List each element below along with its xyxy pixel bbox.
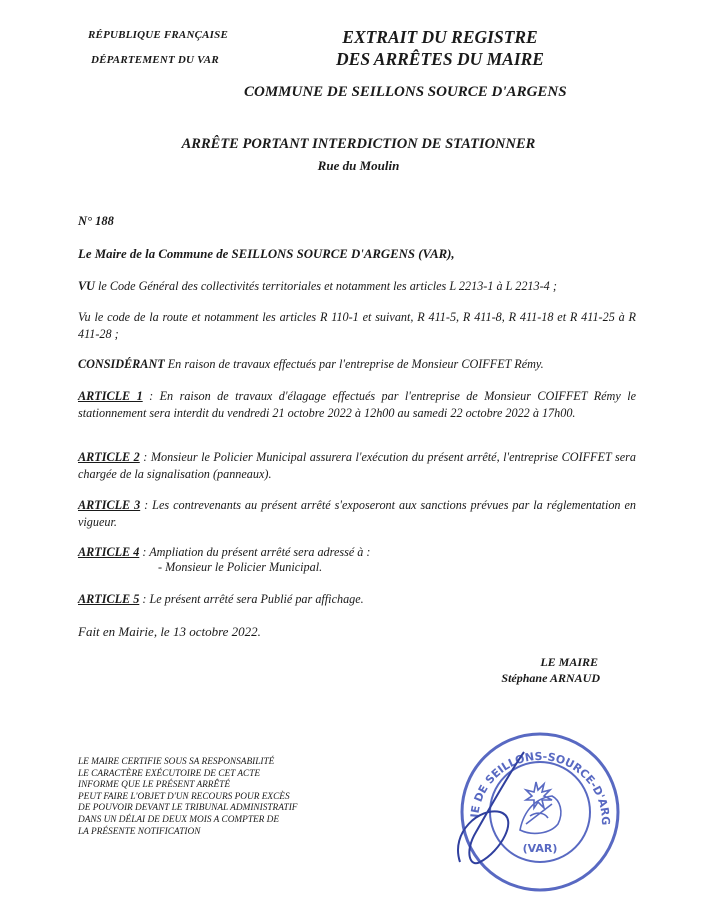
- article-4: [78, 544, 636, 561]
- considerant-paragraph: [78, 356, 636, 373]
- stamp-emblem-icon: [520, 782, 561, 833]
- article-1-label: ARTICLE 1: [78, 389, 143, 403]
- official-stamp: [440, 712, 640, 902]
- article-3-text: : Les contrevenants au présent arrêté s'exposeront aux sanctions prévues par la réglementation en vigueur.: [78, 498, 636, 529]
- street-name: Rue du Moulin: [317, 158, 400, 173]
- certification-line: DANS UN DÉLAI DE DEUX MOIS A COMPTER DE: [78, 814, 280, 825]
- commune-name: COMMUNE DE SEILLONS SOURCE D'ARGENS: [244, 84, 567, 100]
- article-2-label: ARTICLE 2: [78, 450, 140, 464]
- register-title-line2: DES ARRÊTES DU MAIRE: [336, 49, 544, 69]
- article-1: [78, 388, 636, 421]
- article-4-item: - Monsieur le Policier Municipal.: [158, 560, 323, 574]
- certification-line: LE MAIRE CERTIFIE SOUS SA RESPONSABILITÉ: [78, 757, 275, 767]
- certification-line: LE CARACTÈRE EXÉCUTOIRE DE CET ACTE: [78, 768, 261, 779]
- certification-line: LA PRÉSENTE NOTIFICATION: [78, 826, 201, 837]
- arrete-title: ARRÊTE PORTANT INTERDICTION DE STATIONNER: [181, 136, 536, 152]
- article-1-text: : En raison de travaux d'élagage effectués par l'entreprise de Monsieur COIFFET Rémy le stationnement sera interdit du vendredi 21 octobre 2022 à 12h00 au samedi 22 octobre 2022 à 17h00.: [78, 389, 636, 420]
- republic-label: RÉPUBLIQUE FRANÇAISE: [88, 29, 229, 41]
- signature-name: Stéphane ARNAUD: [501, 671, 600, 685]
- arrete-number: N° 188: [78, 214, 114, 228]
- maire-line: Le Maire de la Commune de SEILLONS SOURCE D'ARGENS (VAR),: [78, 247, 455, 261]
- article-3-label: ARTICLE 3: [78, 498, 141, 512]
- certification-block: [78, 757, 328, 838]
- stamp-bottom-text: (VAR): [522, 842, 558, 855]
- article-4-label: ARTICLE 4: [78, 545, 140, 559]
- stamp-seal-icon: [440, 712, 640, 902]
- fait-en-mairie: Fait en Mairie, le 13 octobre 2022.: [78, 624, 261, 639]
- article-4-text: : Ampliation du présent arrêté sera adressé à :: [139, 545, 371, 559]
- considerant-label: CONSIDÉRANT: [78, 357, 165, 371]
- department-label: DÉPARTEMENT DU VAR: [91, 54, 219, 66]
- article-2-text: : Monsieur le Policier Municipal assurera l'exécution du présent arrêté, l'entreprise COIFFET sera chargée de la signalisation (panneaux).: [78, 450, 636, 481]
- vu-label: VU: [78, 279, 95, 293]
- certification-line: INFORME QUE LE PRÉSENT ARRÊTÉ: [78, 780, 231, 791]
- article-3: [78, 497, 636, 530]
- vu-paragraph: [78, 278, 636, 295]
- article-2: [78, 449, 636, 482]
- certification-line: DE POUVOIR DEVANT LE TRIBUNAL ADMINISTRATIF: [78, 803, 298, 814]
- article-5-text: : Le présent arrêté sera Publié par affichage.: [139, 592, 364, 606]
- vu-text: le Code Général des collectivités territoriales et notamment les articles L 2213-1 à L 2213-4 ;: [94, 279, 557, 293]
- signature-role: LE MAIRE: [540, 655, 598, 669]
- register-title-line1: EXTRAIT DU REGISTRE: [342, 27, 538, 47]
- certification-line: PEUT FAIRE L'OBJET D'UN RECOURS POUR EXCÈS: [78, 791, 290, 802]
- stamp-ring-textpath: IE DE SEILLONS-SOURCE-D'ARG: [468, 749, 613, 826]
- signature-scribble-icon: [458, 752, 524, 863]
- vu-route-paragraph: Vu le code de la route et notamment les articles R 110-1 et suivant, R 411-5, R 411-8, R 411-18 et R 411-25 à R 411-28 ;: [78, 310, 636, 341]
- stamp-ring-text: [440, 712, 612, 825]
- considerant-text: En raison de travaux effectués par l'entreprise de Monsieur COIFFET Rémy.: [164, 357, 544, 371]
- register-title: [300, 26, 580, 70]
- article-5-label: ARTICLE 5: [78, 592, 140, 606]
- article-5: [78, 591, 636, 608]
